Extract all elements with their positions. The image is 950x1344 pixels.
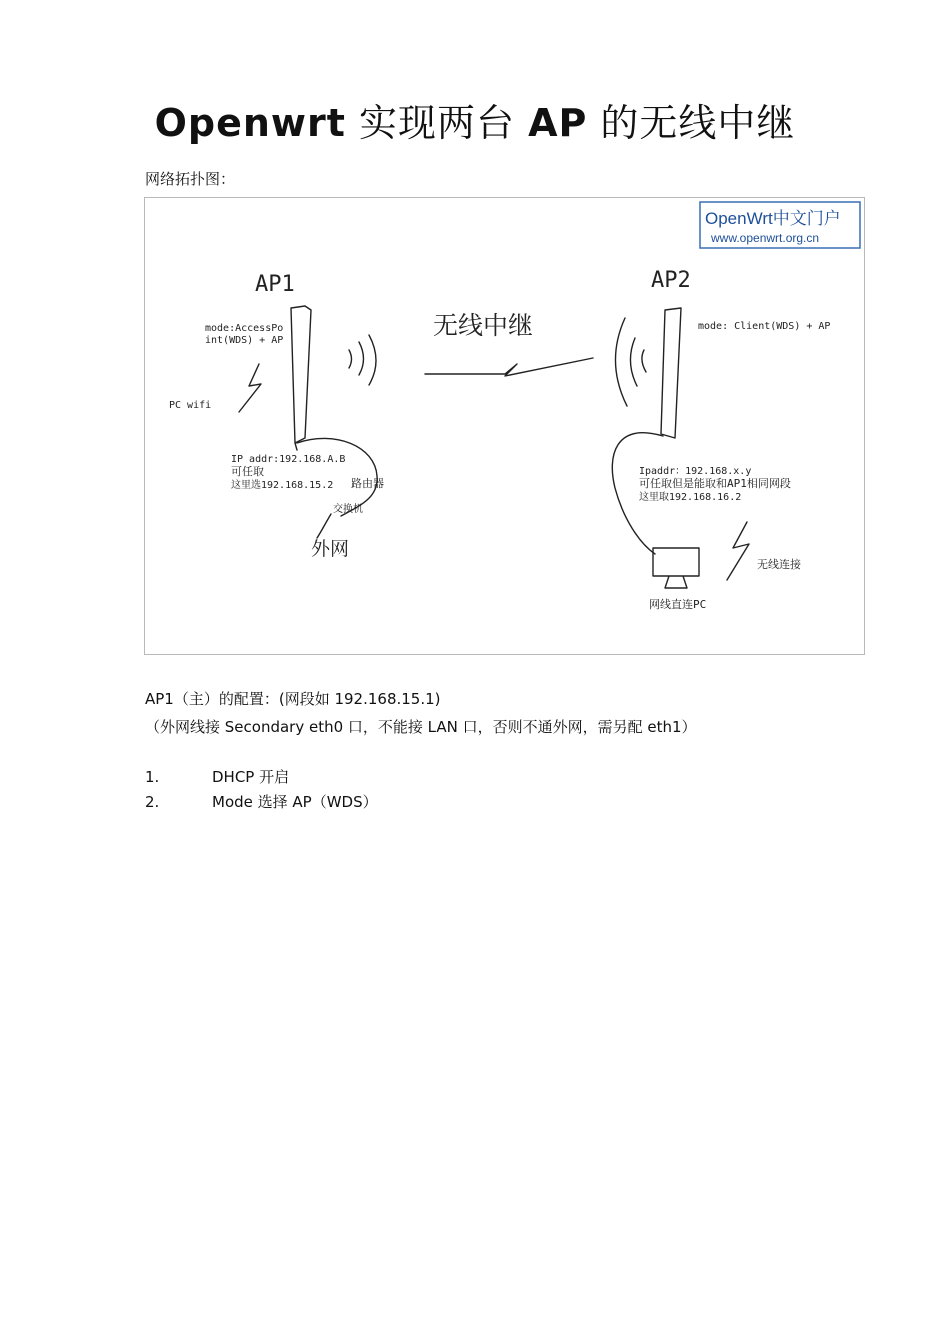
list-item bbox=[145, 764, 378, 789]
ap2-mode-label: mode: Client(WDS) + AP bbox=[698, 321, 831, 332]
page-title bbox=[0, 92, 950, 147]
ap1-ip-line3: 这里选192.168.15.2 bbox=[231, 480, 334, 491]
title-mid: 实现两台 bbox=[345, 101, 529, 145]
ap1-config-note: （外网线接 Secondary eth0 口，不能接 LAN 口，否则不通外网，需另配 eth1） bbox=[145, 718, 697, 736]
ap1-signal-icon bbox=[349, 335, 376, 385]
logo-title: OpenWrt中文门户 bbox=[705, 209, 841, 228]
list-item-number: 1. bbox=[145, 767, 160, 786]
title-openwrt: Openwrt bbox=[154, 101, 346, 145]
wireless-conn-label: 无线连接 bbox=[757, 558, 801, 571]
ap2-ip-line3: 这里取192.168.16.2 bbox=[639, 492, 742, 503]
config-steps-list bbox=[145, 764, 378, 814]
ap1-mode-line1: mode:AccessPo bbox=[205, 323, 284, 334]
topology-diagram bbox=[144, 197, 865, 655]
list-item-text: Mode 选择 AP（WDS） bbox=[212, 793, 378, 811]
ap2-ip-line2: 可任取但是能取和AP1相同网段 bbox=[639, 477, 791, 490]
ap2-ip-line1: Ipaddr：192.168.x.y bbox=[639, 466, 752, 477]
ap1-label: AP1 bbox=[255, 272, 295, 297]
pc-wifi-label: PC wifi bbox=[169, 400, 212, 411]
ap1-config-heading: AP1（主）的配置：(网段如 192.168.15.1) bbox=[145, 690, 441, 708]
list-item bbox=[145, 789, 378, 814]
ap2-signal-icon bbox=[615, 318, 646, 406]
list-item-number: 2. bbox=[145, 792, 160, 811]
logo-url: www.openwrt.org.cn bbox=[711, 231, 820, 245]
pc-wifi-bolt-icon bbox=[239, 364, 261, 412]
list-item-text: DHCP 开启 bbox=[212, 768, 290, 786]
switch-label: 交换机 bbox=[333, 504, 363, 515]
wireless-relay-label: 无线中继 bbox=[433, 311, 534, 340]
title-suffix: 的无线中继 bbox=[587, 101, 796, 145]
ap1-device-icon bbox=[291, 306, 311, 450]
ap2-label: AP2 bbox=[651, 268, 691, 293]
wired-pc-label: 网线直连PC bbox=[649, 598, 707, 611]
figure-caption: 网络拓扑图： bbox=[145, 170, 236, 188]
switch-cable bbox=[317, 514, 331, 538]
ap1-ip-line1: IP addr:192.168.A.B bbox=[231, 454, 346, 465]
monitor-icon bbox=[653, 548, 699, 588]
ap1-ip-line2: 可任取 bbox=[231, 465, 264, 478]
title-ap: AP bbox=[528, 101, 588, 145]
wireless-conn-bolt-icon bbox=[727, 522, 749, 580]
wireless-link-bolt-icon bbox=[425, 358, 593, 376]
ap2-device-icon bbox=[661, 308, 681, 438]
router-label: 路由器 bbox=[351, 477, 384, 490]
openwrt-logo bbox=[700, 202, 860, 248]
ap1-mode-line2: int(WDS) + AP bbox=[205, 335, 284, 346]
internet-label: 外网 bbox=[311, 538, 350, 560]
